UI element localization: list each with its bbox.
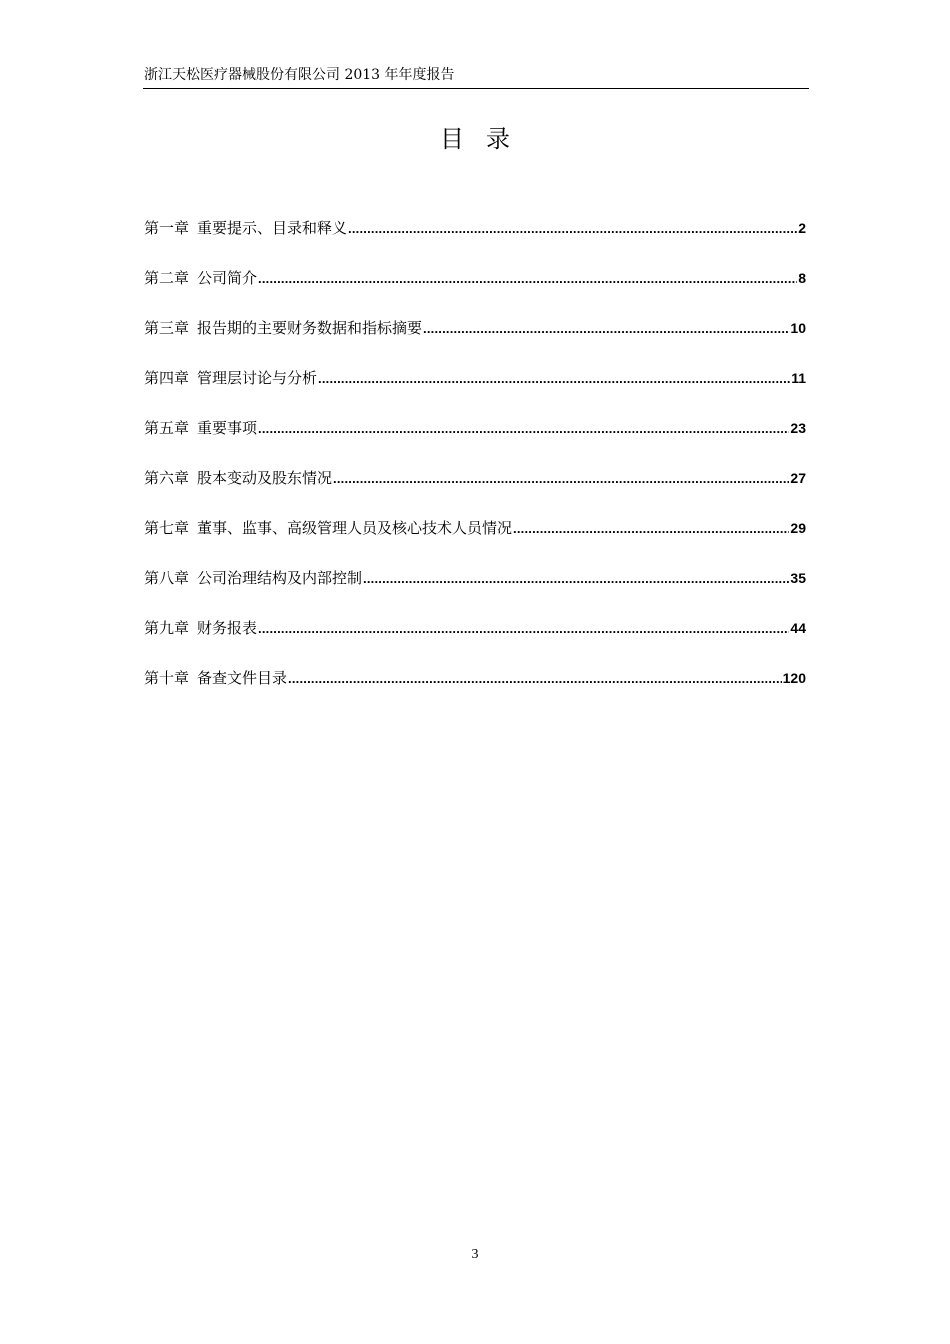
toc-chapter-name: 重要提示、目录和释义	[197, 219, 348, 237]
toc-dot-leader	[423, 318, 789, 340]
toc-dot-leader	[318, 368, 790, 390]
toc-chapter-number: 第三章	[144, 319, 190, 337]
toc-entry-chapter-7[interactable]	[144, 517, 806, 567]
toc-chapter-name: 报告期的主要财务数据和指标摘要	[197, 319, 423, 337]
toc-entry-chapter-4[interactable]	[144, 367, 806, 417]
toc-page-number: 35	[790, 570, 806, 586]
toc-entry-chapter-8[interactable]	[144, 567, 806, 617]
toc-chapter-name: 董事、监事、高级管理人员及核心技术人员情况	[197, 519, 513, 537]
toc-chapter-number: 第一章	[144, 219, 190, 237]
toc-dot-leader	[363, 568, 789, 590]
toc-chapter-name: 备查文件目录	[197, 669, 288, 687]
toc-chapter-number: 第六章	[144, 469, 190, 487]
toc-chapter-name: 重要事项	[197, 419, 258, 437]
toc-dot-leader	[258, 418, 789, 440]
toc-chapter-number: 第四章	[144, 369, 190, 387]
toc-page-number: 2	[798, 220, 806, 236]
toc-chapter-number: 第九章	[144, 619, 190, 637]
toc-entry-chapter-3[interactable]	[144, 317, 806, 367]
toc-dot-leader	[513, 518, 789, 540]
toc-page-number: 44	[790, 620, 806, 636]
toc-chapter-name: 公司治理结构及内部控制	[197, 569, 363, 587]
toc-dot-leader	[348, 218, 797, 240]
toc-chapter-name: 公司简介	[197, 269, 258, 287]
toc-page-number: 120	[782, 670, 806, 686]
toc-chapter-number: 第七章	[144, 519, 190, 537]
toc-page-number: 8	[798, 270, 806, 286]
toc-entry-chapter-2[interactable]	[144, 267, 806, 317]
page-number: 3	[471, 1247, 479, 1262]
toc-page-number: 11	[791, 370, 806, 386]
toc-entry-chapter-5[interactable]	[144, 417, 806, 467]
running-header: 浙江天松医疗器械股份有限公司 2013 年年度报告	[144, 67, 455, 83]
toc-page-number: 10	[790, 320, 806, 336]
toc-chapter-number: 第十章	[144, 669, 190, 687]
toc-chapter-number: 第八章	[144, 569, 190, 587]
toc-page-number: 29	[790, 520, 806, 536]
toc-chapter-number: 第五章	[144, 419, 190, 437]
toc-entry-chapter-9[interactable]	[144, 617, 806, 667]
toc-dot-leader	[288, 668, 782, 690]
toc-chapter-name: 股本变动及股东情况	[197, 469, 333, 487]
toc-entry-chapter-6[interactable]	[144, 467, 806, 517]
toc-dot-leader	[258, 618, 789, 640]
toc-list	[144, 217, 806, 717]
toc-dot-leader	[258, 268, 797, 290]
toc-dot-leader	[333, 468, 789, 490]
header-rule	[143, 88, 809, 89]
toc-page-number: 27	[790, 470, 806, 486]
toc-chapter-number: 第二章	[144, 269, 190, 287]
toc-chapter-name: 财务报表	[197, 619, 258, 637]
toc-page-number: 23	[790, 420, 806, 436]
toc-chapter-name: 管理层讨论与分析	[197, 369, 318, 387]
toc-entry-chapter-10[interactable]	[144, 667, 806, 717]
toc-entry-chapter-1[interactable]	[144, 217, 806, 267]
toc-title: 目录	[440, 125, 532, 153]
